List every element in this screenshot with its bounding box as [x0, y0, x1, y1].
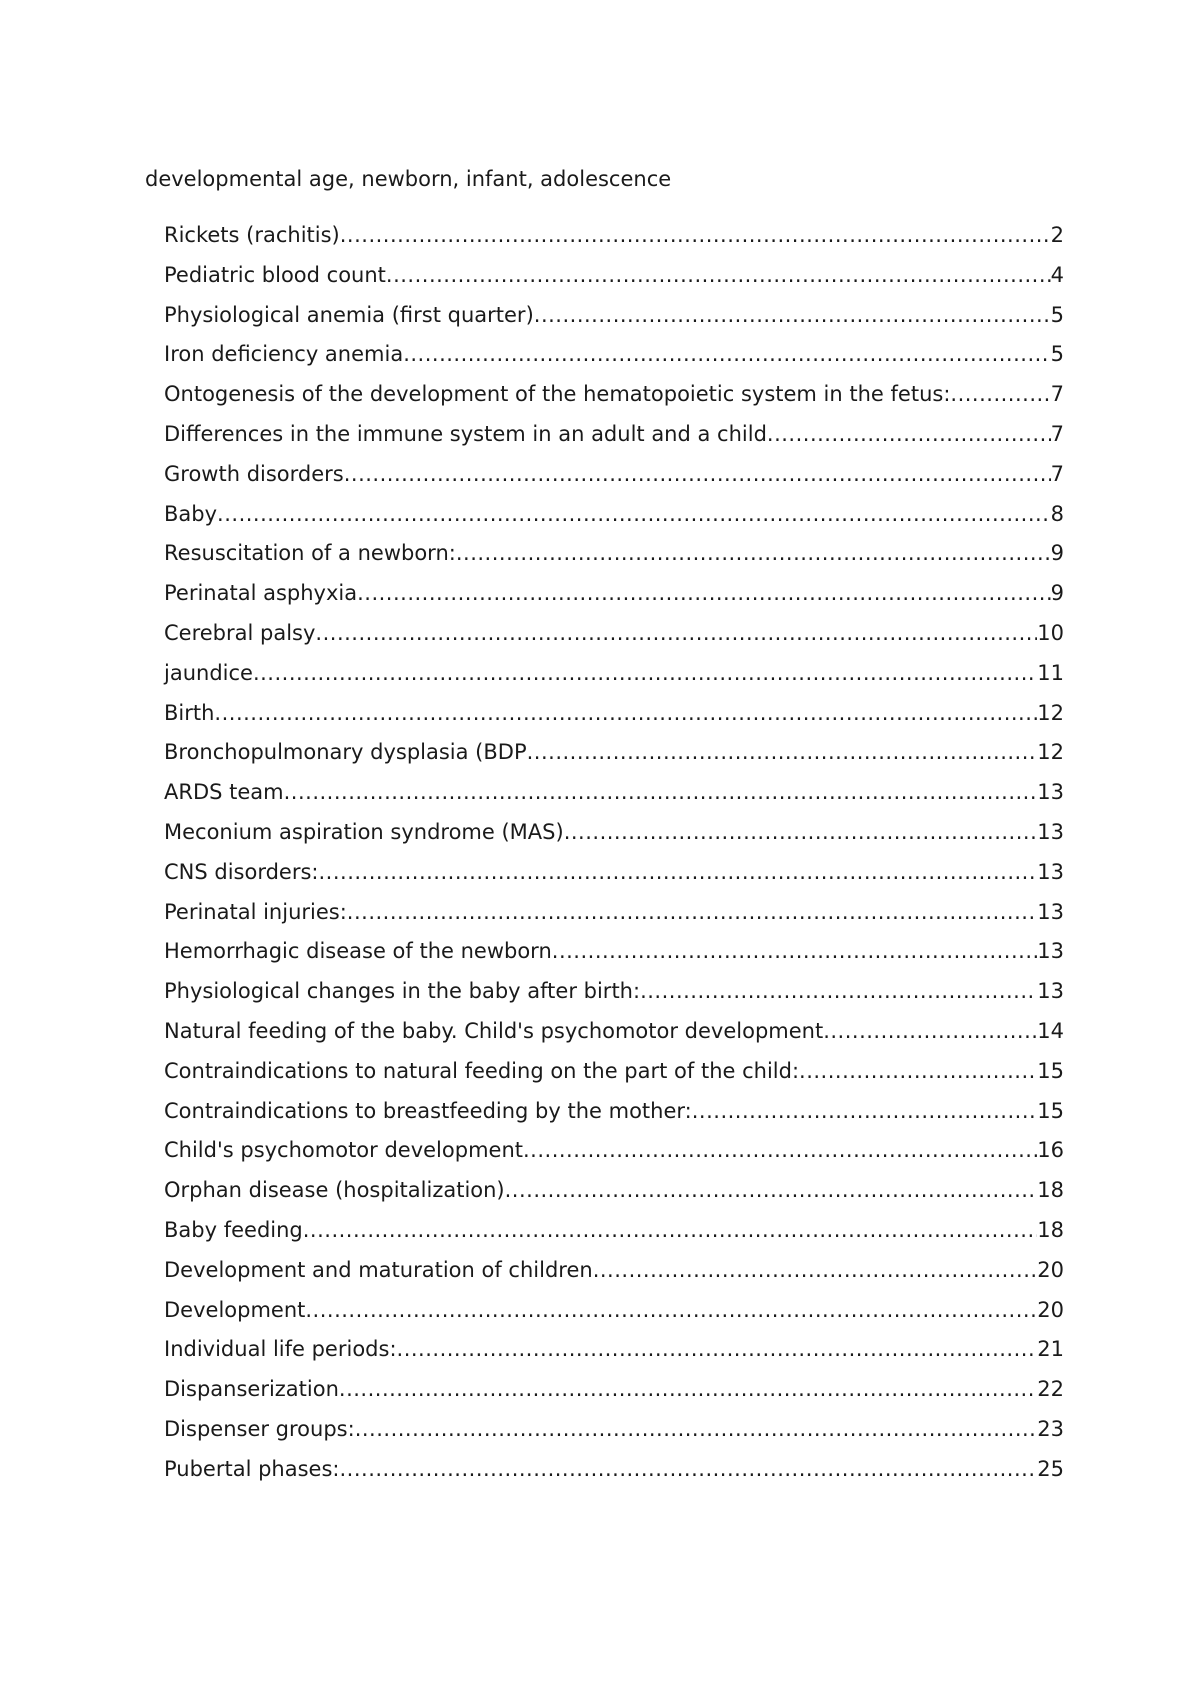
toc-dot-leader	[340, 222, 1051, 248]
toc-entry-page-number: 16	[1037, 1138, 1064, 1163]
toc-entry[interactable]	[164, 1177, 1064, 1217]
toc-dot-leader	[534, 302, 1051, 328]
toc-dot-leader	[527, 739, 1038, 765]
toc-dot-leader	[799, 1058, 1037, 1084]
toc-entry-title: Dispanserization	[164, 1377, 339, 1402]
toc-entry-title: Hemorrhagic disease of the newborn	[164, 939, 552, 964]
toc-entry[interactable]	[164, 859, 1064, 899]
toc-entry-page-number: 13	[1037, 859, 1064, 884]
toc-dot-leader	[593, 1257, 1038, 1283]
toc-entry[interactable]	[164, 302, 1064, 342]
toc-dot-leader	[397, 1336, 1038, 1362]
toc-dot-leader	[386, 262, 1051, 288]
toc-entry-page-number: 13	[1037, 780, 1064, 805]
toc-dot-leader	[564, 819, 1038, 845]
toc-dot-leader	[355, 1416, 1038, 1442]
toc-dot-leader	[344, 461, 1051, 487]
toc-entry[interactable]	[164, 899, 1064, 939]
toc-entry-title: jaundice	[164, 660, 253, 685]
toc-entry-title: Contraindications to natural feeding on the part of the child:	[164, 1058, 800, 1083]
toc-dot-leader	[315, 620, 1037, 646]
toc-entry[interactable]	[164, 222, 1064, 262]
toc-entry-page-number: 10	[1037, 620, 1064, 645]
toc-entry-page-number: 15	[1037, 1058, 1064, 1083]
toc-entry-title: Dispenser groups:	[164, 1416, 355, 1441]
toc-entry[interactable]	[164, 421, 1064, 461]
toc-dot-leader	[456, 540, 1051, 566]
toc-entry-title: Orphan disease (hospitalization)	[164, 1178, 505, 1203]
toc-entry-page-number: 5	[1050, 342, 1064, 367]
toc-dot-leader	[214, 700, 1037, 726]
toc-entry[interactable]	[164, 1456, 1064, 1496]
toc-entry-page-number: 2	[1050, 223, 1064, 247]
toc-entry[interactable]	[164, 540, 1064, 580]
toc-entry[interactable]	[164, 262, 1064, 302]
toc-entry-page-number: 13	[1037, 819, 1064, 844]
toc-entry-title: Resuscitation of a newborn:	[164, 541, 456, 566]
toc-entry-page-number: 18	[1037, 1178, 1064, 1203]
toc-entry-title: Cerebral palsy	[164, 620, 316, 645]
toc-entry-title: ARDS team	[164, 780, 284, 805]
toc-entry-page-number: 7	[1050, 461, 1064, 486]
toc-dot-leader	[640, 978, 1037, 1004]
toc-entry-page-number: 18	[1037, 1217, 1064, 1242]
toc-dot-leader	[303, 1217, 1038, 1243]
toc-entry-page-number: 20	[1037, 1297, 1064, 1322]
toc-entry[interactable]	[164, 501, 1064, 541]
toc-entry-title: Differences in the immune system in an adult and a child	[164, 421, 767, 446]
toc-entry-title: Iron deficiency anemia	[164, 342, 404, 367]
toc-dot-leader	[403, 341, 1050, 367]
table-of-contents	[164, 222, 1064, 1496]
toc-entry-title: Child's psychomotor development	[164, 1138, 523, 1163]
toc-entry[interactable]	[164, 1376, 1064, 1416]
toc-entry[interactable]	[164, 1058, 1064, 1098]
toc-dot-leader	[692, 1098, 1038, 1124]
toc-dot-leader	[305, 1297, 1037, 1323]
toc-entry[interactable]	[164, 1257, 1064, 1297]
toc-entry-title: Development	[164, 1297, 306, 1322]
toc-entry[interactable]	[164, 1137, 1064, 1177]
toc-entry-page-number: 4	[1050, 262, 1064, 287]
toc-entry-title: Birth	[164, 700, 215, 725]
toc-dot-leader	[340, 1456, 1038, 1482]
toc-dot-leader	[319, 859, 1038, 885]
toc-dot-leader	[339, 1376, 1037, 1402]
document-heading: developmental age, newborn, infant, adolescence	[145, 167, 672, 191]
toc-dot-leader	[347, 899, 1037, 925]
toc-entry-title: Ontogenesis of the development of the hematopoietic system in the fetus:	[164, 382, 951, 407]
toc-dot-leader	[284, 779, 1038, 805]
toc-entry-title: Pubertal phases:	[164, 1456, 340, 1481]
toc-dot-leader	[950, 381, 1050, 407]
toc-dot-leader	[767, 421, 1051, 447]
toc-entry-title: Physiological anemia (first quarter)	[164, 302, 534, 327]
toc-entry-page-number: 23	[1037, 1416, 1064, 1441]
toc-entry[interactable]	[164, 819, 1064, 859]
toc-entry-page-number: 12	[1037, 740, 1064, 765]
toc-entry-title: Growth disorders	[164, 461, 344, 486]
toc-entry-page-number: 15	[1037, 1098, 1064, 1123]
toc-entry-title: Rickets (rachitis)	[164, 223, 340, 247]
toc-entry[interactable]	[164, 1098, 1064, 1138]
toc-dot-leader	[253, 660, 1037, 686]
toc-dot-leader	[552, 938, 1038, 964]
toc-entry-page-number: 13	[1037, 939, 1064, 964]
toc-entry-page-number: 21	[1037, 1337, 1064, 1362]
toc-entry-page-number: 9	[1050, 581, 1064, 606]
toc-entry[interactable]	[164, 779, 1064, 819]
toc-entry[interactable]	[164, 660, 1064, 700]
toc-dot-leader	[823, 1018, 1037, 1044]
toc-entry[interactable]	[164, 1217, 1064, 1257]
toc-entry-title: Natural feeding of the baby. Child's psychomotor development	[164, 1018, 824, 1043]
toc-entry[interactable]	[164, 341, 1064, 381]
toc-entry-title: Individual life periods:	[164, 1337, 397, 1362]
toc-dot-leader	[217, 501, 1051, 527]
toc-entry[interactable]	[164, 700, 1064, 740]
toc-entry-page-number: 9	[1050, 541, 1064, 566]
toc-entry-page-number: 12	[1037, 700, 1064, 725]
toc-entry-title: Perinatal asphyxia	[164, 581, 358, 606]
toc-entry-title: Baby feeding	[164, 1217, 303, 1242]
toc-entry-page-number: 7	[1050, 421, 1064, 446]
toc-entry-page-number: 20	[1037, 1257, 1064, 1282]
toc-dot-leader	[523, 1137, 1037, 1163]
toc-entry[interactable]	[164, 1018, 1064, 1058]
toc-entry-title: Physiological changes in the baby after birth:	[164, 979, 641, 1004]
toc-entry-page-number: 14	[1037, 1018, 1064, 1043]
toc-entry[interactable]	[164, 1336, 1064, 1376]
toc-entry-title: Baby	[164, 501, 218, 526]
toc-entry-title: Perinatal injuries:	[164, 899, 347, 924]
toc-entry-title: Contraindications to breastfeeding by the mother:	[164, 1098, 692, 1123]
toc-entry-page-number: 8	[1050, 501, 1064, 526]
toc-entry-page-number: 13	[1037, 979, 1064, 1004]
toc-entry[interactable]	[164, 739, 1064, 779]
toc-dot-leader	[357, 580, 1051, 606]
toc-entry[interactable]	[164, 620, 1064, 660]
toc-entry-page-number: 7	[1050, 382, 1064, 407]
toc-entry-page-number: 22	[1037, 1377, 1064, 1402]
toc-entry-title: Pediatric blood count	[164, 262, 386, 287]
toc-entry-title: CNS disorders:	[164, 859, 319, 884]
toc-entry[interactable]	[164, 580, 1064, 620]
toc-entry[interactable]	[164, 1297, 1064, 1337]
toc-dot-leader	[505, 1177, 1038, 1203]
toc-entry[interactable]	[164, 381, 1064, 421]
toc-entry-page-number: 13	[1037, 899, 1064, 924]
toc-entry-page-number: 11	[1037, 660, 1064, 685]
toc-entry[interactable]	[164, 978, 1064, 1018]
toc-entry-page-number: 25	[1037, 1456, 1064, 1481]
toc-entry-title: Meconium aspiration syndrome (MAS)	[164, 819, 564, 844]
toc-entry-page-number: 5	[1050, 302, 1064, 327]
toc-entry[interactable]	[164, 938, 1064, 978]
toc-entry-title: Development and maturation of children	[164, 1257, 593, 1282]
toc-entry[interactable]	[164, 461, 1064, 501]
toc-entry[interactable]	[164, 1416, 1064, 1456]
toc-entry-title: Bronchopulmonary dysplasia (BDP	[164, 740, 527, 765]
